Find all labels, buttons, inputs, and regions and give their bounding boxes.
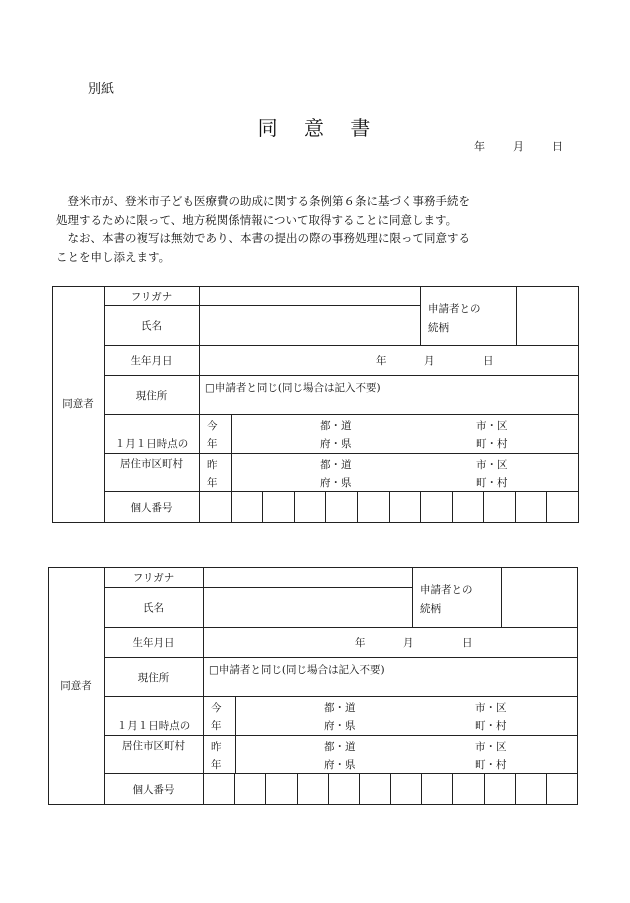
birth-year-label: 年 [376,355,387,367]
table-border [412,567,413,627]
municipality-label: 町・村 [476,438,508,450]
date-day-label: 日 [552,140,563,153]
this-year-label: 今 [207,420,218,432]
statement-line: なお、本書の複写は無効であり、本書の提出の際の事務処理に限って同意する [67,231,470,245]
furigana-label: フリガナ [132,572,175,584]
table-border [104,696,577,697]
table-border [199,286,200,522]
table-border [104,735,577,736]
my-number-label: 個人番号 [130,501,173,514]
number-digit-divider [484,773,485,804]
municipality-label: 市・区 [475,741,507,753]
table-border [420,286,421,345]
number-digit-divider [452,491,453,522]
number-digit-divider [294,491,295,522]
number-digit-divider [389,491,390,522]
prefecture-label: 都・道 [320,459,352,471]
number-digit-divider [265,773,266,804]
relation-label: 続柄 [420,603,441,615]
table-border [577,567,578,805]
relation-label: 申請者との [420,584,473,596]
same-as-applicant-checkbox[interactable]: □申請者と同じ(同じ場合は記入不要) [209,664,385,676]
name-label: 氏名 [143,602,164,614]
table-border [104,453,578,454]
municipality-label: 市・区 [476,420,508,432]
number-digit-divider [390,773,391,804]
residence-label: 居住市区町村 [120,457,183,470]
furigana-label: フリガナ [130,291,173,303]
number-digit-divider [452,773,453,804]
table-border [104,414,578,415]
this-year-label: 年 [207,438,218,450]
table-border [48,567,577,568]
birth-day-label: 日 [483,355,494,367]
table-border [104,375,578,376]
number-digit-divider [421,773,422,804]
table-border [104,305,420,306]
residence-label: 居住市区町村 [122,739,185,752]
prefecture-label: 都・道 [324,702,356,714]
birthdate-label: 生年月日 [132,637,175,649]
address-label: 現住所 [135,389,168,402]
table-border [104,627,577,628]
table-border [104,345,578,346]
my-number-label: 個人番号 [132,783,175,796]
attachment-note: 別紙 [88,82,115,97]
consenter-label: 同意者 [60,679,92,692]
last-year-label: 年 [211,759,222,771]
number-digit-divider [357,491,358,522]
number-digit-divider [420,491,421,522]
table-border [104,657,577,658]
prefecture-label: 府・県 [320,477,352,489]
municipality-label: 市・区 [476,459,508,471]
last-year-label: 昨 [207,459,218,471]
relation-label: 申請者との [428,303,481,315]
number-digit-divider [483,491,484,522]
consent-statement [56,192,556,266]
table-border [231,414,232,491]
number-digit-divider [231,491,232,522]
table-border [104,491,578,492]
prefecture-label: 府・県 [320,438,352,450]
date-month-label: 月 [513,140,524,153]
municipality-label: 町・村 [475,759,507,771]
prefecture-label: 都・道 [320,420,352,432]
last-year-label: 年 [207,477,218,489]
title-char: 意 [304,116,326,140]
table-border [501,567,502,627]
table-border [52,522,578,523]
table-border [235,696,236,773]
table-border [104,773,577,774]
statement-line: 処理するために限って、地方税関係情報について取得することに同意します。 [56,212,458,227]
consenter-label: 同意者 [62,398,94,410]
page-title [0,112,630,141]
date-year-label: 年 [474,140,485,153]
number-digit-divider [546,773,547,804]
number-digit-divider [262,491,263,522]
municipality-label: 市・区 [475,702,507,714]
name-label: 氏名 [141,320,162,332]
table-border [203,567,204,804]
relation-label: 続柄 [428,322,449,334]
this-year-label: 年 [211,720,222,732]
number-digit-divider [515,491,516,522]
birth-month-label: 月 [403,637,414,649]
table-border [578,286,579,523]
last-year-label: 昨 [211,741,222,753]
table-border [48,804,577,805]
title-char: 同 [257,116,280,140]
statement-line: ことを申し添えます。 [56,249,171,264]
prefecture-label: 都・道 [324,741,356,753]
statement-line: 登米市が、登米市子ども医療費の助成に関する条例第６条に基づく事務手続を [67,194,470,208]
number-digit-divider [234,773,235,804]
number-digit-divider [515,773,516,804]
number-digit-divider [297,773,298,804]
prefecture-label: 府・県 [324,759,356,771]
number-digit-divider [546,491,547,522]
prefecture-label: 府・県 [324,720,356,732]
birth-month-label: 月 [424,355,435,367]
number-digit-divider [325,491,326,522]
birthdate-label: 生年月日 [130,355,173,367]
birth-year-label: 年 [355,637,366,649]
municipality-label: 町・村 [475,720,507,732]
table-border [104,587,412,588]
table-border [52,286,578,287]
residence-label: １月１日時点の [114,437,189,450]
birth-day-label: 日 [462,637,473,649]
number-digit-divider [359,773,360,804]
same-as-applicant-checkbox[interactable]: □申請者と同じ(同じ場合は記入不要) [205,382,381,394]
municipality-label: 町・村 [476,477,508,489]
this-year-label: 今 [211,702,222,714]
residence-label: １月１日時点の [116,719,191,732]
address-label: 現住所 [137,671,170,684]
title-char: 書 [350,116,373,140]
number-digit-divider [328,773,329,804]
table-border [516,286,517,345]
